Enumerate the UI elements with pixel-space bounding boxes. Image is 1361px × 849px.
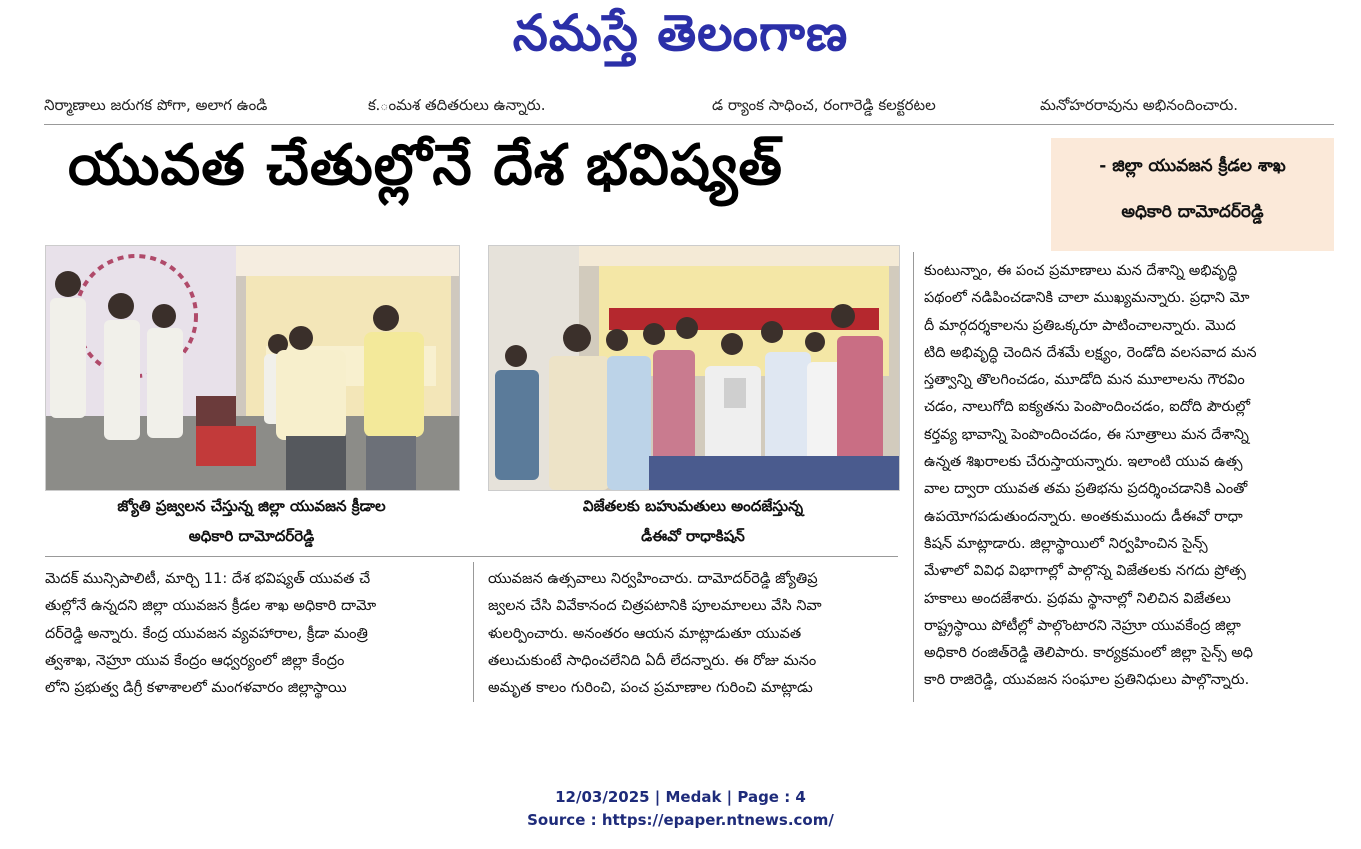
photo-prize-distribution — [488, 245, 900, 491]
divider — [44, 124, 1334, 125]
article-line: యువజన ఉత్సవాలు నిర్వహించారు. దామోదర్‌రెడ్డి జ్యోతిప్ర — [488, 571, 818, 587]
article-line: హకాలు అందజేశారు. ప్రథమ స్థానాల్లో నిలిచిన విజేతలు — [924, 590, 1231, 607]
headline: యువత చేతుల్లోనే దేశ భవిష్యత్ — [68, 133, 783, 198]
column-divider — [473, 562, 474, 702]
article-line: అమృత కాలం గురించి, పంచ ప్రమాణాల గురించి మాట్లాడు — [488, 680, 813, 697]
photo-caption: అధికారి దామోదర్‌రెడ్డి — [188, 527, 315, 545]
article-line: త్వశాఖ, నెహ్రూ యువ కేంద్రం ఆధ్వర్యంలో జిల్లా కేంద్రం — [45, 652, 345, 669]
article-line: లోని ప్రభుత్వ డిగ్రీ కళాశాలలో మంగళవారం జిల్లాస్థాయి — [45, 680, 347, 697]
photo-caption: విజేతలకు బహుమతులు అందజేస్తున్న — [582, 497, 804, 515]
article-line: కారి రాజిరెడ్డి, యువజన సంఘాల ప్రతినిధులు పాల్గొన్నారు. — [924, 672, 1250, 689]
article-line: వాల ద్వారా యువత తమ ప్రతిభను ప్రదర్శించడానికి ఎంతో — [924, 481, 1248, 498]
top-strip-text: డ ర్యాంక సాధించ, రంగారెడ్డి కలక్టరటల — [712, 96, 936, 114]
article-column-1 — [45, 566, 463, 702]
article-line: ఉపయోగపడుతుందన్నారు. అంతకుముందు డీఈవో రాధా — [924, 508, 1243, 525]
article-line: స్తత్వాన్ని తొలగించడం, మూడోది మన మూలాలను గౌరవిం — [924, 372, 1245, 389]
footer-source-link[interactable]: Source : https://epaper.ntnews.com/ — [527, 811, 834, 829]
article-line: దీ మార్గదర్శకాలను ప్రతిఒక్కరూ పాటించాలన్నారు. మొద — [924, 317, 1236, 334]
article-line: తలుచుకుంటే సాధించలేనిది ఏదీ లేదన్నారు. ఈ రోజు మనం — [488, 652, 817, 669]
article-line: ళులర్పించారు. అనంతరం ఆయన మాట్లాడుతూ యువత — [488, 625, 802, 642]
quote-line: - జిల్లా యువజన క్రీడల శాఖ — [1099, 156, 1286, 176]
article-column-3 — [924, 258, 1334, 695]
article-line: జ్వలన చేసి వివేకానంద చిత్రపటానికి పూలమాలలు వేసి నివా — [488, 598, 822, 615]
article-line: మెదక్ మున్సిపాలిటీ, మార్చి 11: దేశ భవిష్యత్ యువత చే — [45, 571, 371, 587]
top-strip-text: క.ంమశ తదితరులు ఉన్నారు. — [368, 96, 546, 114]
article-line: చడం, నాలుగోది ఐక్యతను పెంపొందించడం, ఐదోది పౌరుల్లో — [924, 399, 1251, 416]
article-line: రాష్ట్రస్థాయి పోటీల్లో పాల్గొంటారని నెహ్రూ యువకేంద్ర జిల్లా — [924, 617, 1241, 634]
column-divider — [913, 252, 914, 702]
quote-line: అధికారి దామోదర్‌రెడ్డి — [1121, 202, 1264, 222]
article-line: కిషన్ మాట్లాడారు. జిల్లాస్థాయిలో నిర్వహించిన సైన్స్ — [924, 535, 1208, 552]
article-line: మేళాలో వివిధ విభాగాల్లో పాల్గొన్న విజేతలకు నగదు ప్రోత్స — [924, 563, 1246, 580]
top-strip-text: నిర్మాణాలు జరుగక పోగా, అలాగ ఉండి — [44, 96, 268, 114]
article-line: దర్‌రెడ్డి అన్నారు. కేంద్ర యువజన వ్యవహారాల, క్రీడా మంత్రి — [45, 625, 368, 642]
top-strip-text: మనోహరరావును అభినందించారు. — [1040, 96, 1239, 114]
top-strip — [0, 96, 1361, 124]
footer-date-line: 12/03/2025 | Medak | Page : 4 — [555, 788, 806, 806]
article-line: ఉన్నత శిఖరాలకు చేరుస్తాయన్నారు. ఇలాంటి యువ ఉత్స — [924, 454, 1243, 471]
article-line: అధికారి రంజిత్‌రెడ్డి తెలిపారు. కార్యక్రమంలో జిల్లా సైన్స్ అధి — [924, 645, 1254, 662]
article-line: తుల్లోనే ఉన్నదని జిల్లా యువజన క్రీడల శాఖ అధికారి దామో — [45, 598, 377, 615]
article-column-2 — [488, 566, 898, 702]
article-line: కుంటున్నాం, ఈ పంచ ప్రమాణాలు మన దేశాన్ని అభివృద్ధి — [924, 263, 1238, 279]
masthead-logo: నమస్తే తెలంగాణ — [512, 4, 849, 62]
photo-lighting-lamp — [45, 245, 460, 491]
photo-illustration — [46, 246, 459, 490]
photo-illustration — [489, 246, 899, 490]
divider — [45, 556, 898, 557]
photo-caption: డీఈవో రాధాకిషన్ — [641, 527, 745, 545]
photo-caption: జ్యోతి ప్రజ్వలన చేస్తున్న జిల్లా యువజన క్రీడాల — [117, 497, 386, 515]
article-line: టిది అభివృద్ధి చెందిన దేశమే లక్ష్యం, రెండోది వలసవాద మన — [924, 344, 1257, 361]
quote-box — [1051, 138, 1334, 251]
article-line: పథంలో నడిపించడానికి చాలా ముఖ్యమన్నారు. ప్రధాని మో — [924, 290, 1250, 307]
article-line: కర్తవ్య భావాన్ని పెంపొందించడం, ఈ సూత్రాలు మన దేశాన్ని — [924, 426, 1249, 443]
